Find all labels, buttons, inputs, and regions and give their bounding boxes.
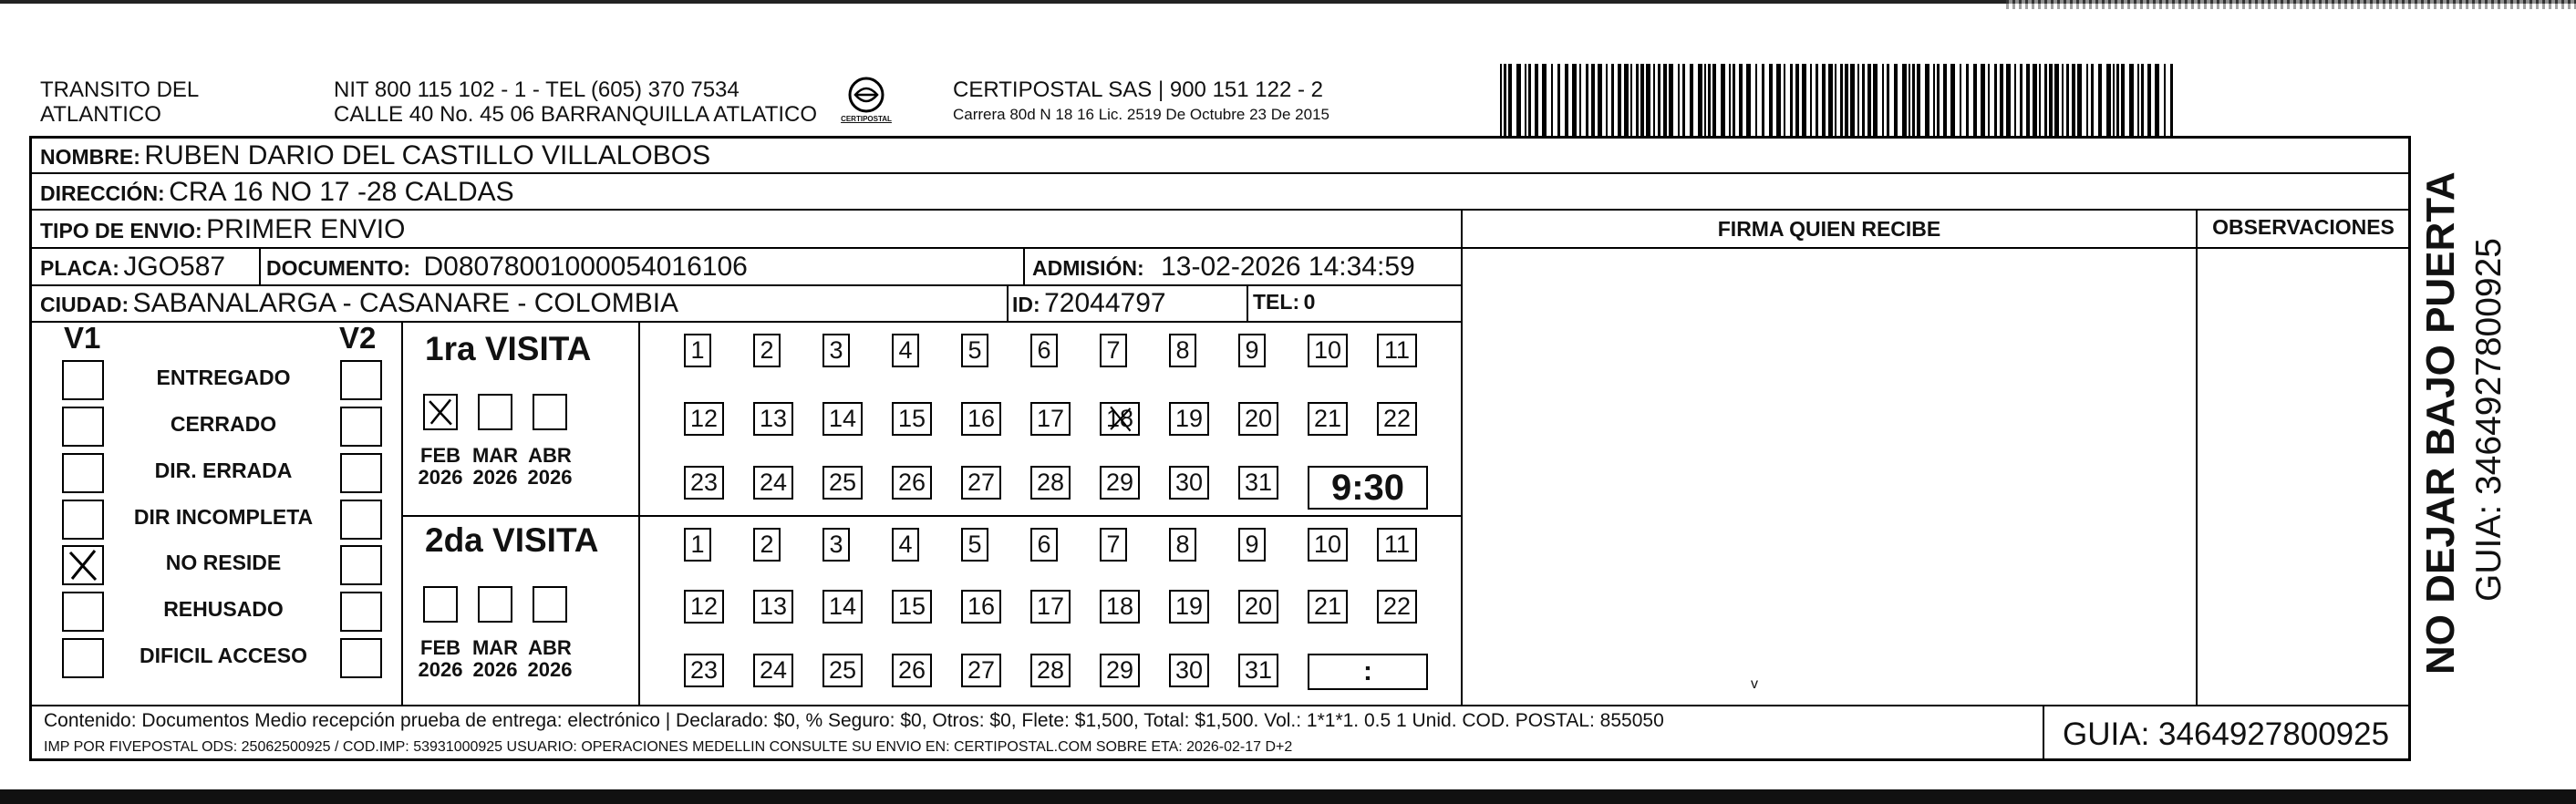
visit1-month-caption: [413, 445, 468, 489]
divider-id: [1007, 284, 1009, 321]
visit2-day-4[interactable]: 4: [892, 528, 919, 562]
visit2-day-5[interactable]: 5: [961, 528, 988, 562]
v2-header: V2: [339, 321, 377, 355]
visit1-time-field[interactable]: 9:30: [1308, 466, 1428, 510]
visit2-day-11[interactable]: 11: [1377, 528, 1417, 562]
footer-print-info: IMP POR FIVEPOSTAL ODS: 25062500925 / COD.IMP: 53931000925 USUARIO: OPERACIONES MEDELLIN CONSULTE SU ENVIO EN: CERTIPOSTAL.COM SOBRE ETA: 2026-02-17 D+2: [44, 739, 1293, 755]
visit1-day-1[interactable]: 1: [684, 334, 711, 367]
v1-checkbox-4[interactable]: [62, 545, 104, 585]
visit1-day-18[interactable]: 18: [1100, 402, 1140, 436]
visit2-title: 2da VISITA: [425, 521, 599, 559]
visit2-day-30[interactable]: 30: [1169, 654, 1209, 687]
v1-header: V1: [64, 321, 101, 355]
visit1-month-caption: [522, 445, 577, 489]
visit1-month-box-mar[interactable]: [478, 394, 512, 430]
visit2-day-24[interactable]: 24: [753, 654, 793, 687]
admision-value: 13-02-2026 14:34:59: [1161, 252, 1415, 282]
documento-label: DOCUMENTO:: [266, 256, 411, 280]
tipo-row: [40, 214, 405, 245]
rule-direccion: [31, 209, 2409, 211]
visit2-day-16[interactable]: 16: [961, 590, 1001, 624]
rule-firma-head: [1463, 247, 2409, 249]
status-label-3: DIR INCOMPLETA: [133, 505, 314, 529]
v1-checkbox-5[interactable]: [62, 592, 104, 632]
divider-admision: [1023, 247, 1025, 284]
visit2-day-18[interactable]: 18: [1100, 590, 1140, 624]
v1-checkbox-6[interactable]: [62, 638, 104, 678]
rule-tipo: [31, 247, 1463, 249]
firma-header: FIRMA QUIEN RECIBE: [1717, 217, 1941, 241]
status-label-4: NO RESIDE: [165, 551, 282, 574]
visit1-day-23[interactable]: 23: [684, 466, 724, 500]
visit1-day-5[interactable]: 5: [961, 334, 988, 367]
visit2-year-label: 2026: [418, 658, 463, 681]
status-label-0: ENTREGADO: [156, 366, 291, 389]
visit1-day-11[interactable]: 11: [1377, 334, 1417, 367]
visit1-day-28[interactable]: 28: [1030, 466, 1071, 500]
rule-footer: [31, 705, 2409, 706]
visit1-day-16[interactable]: 16: [961, 402, 1001, 436]
top-edge-pattern: [2006, 0, 2576, 9]
visit2-day-2[interactable]: 2: [753, 528, 781, 562]
entity-contact: [334, 77, 817, 127]
divider-guia-box: [2043, 705, 2044, 759]
visit1-day-9[interactable]: 9: [1238, 334, 1266, 367]
visit2-day-22[interactable]: 22: [1377, 590, 1417, 624]
visit2-month-caption: [522, 637, 577, 681]
visit2-month-label: FEB: [420, 636, 460, 659]
visit1-day-8[interactable]: 8: [1169, 334, 1196, 367]
entity-line2: ATLANTICO: [40, 102, 161, 127]
visit2-day-12[interactable]: 12: [684, 590, 724, 624]
placa-label: PLACA:: [40, 256, 119, 280]
visit2-day-29[interactable]: 29: [1100, 654, 1140, 687]
divider-status: [401, 321, 403, 705]
visit1-title: 1ra VISITA: [425, 330, 592, 367]
footer-guia: GUIA: 3464927800925: [2063, 716, 2390, 752]
visit1-day-6[interactable]: 6: [1030, 334, 1058, 367]
v1-checkbox-1[interactable]: [62, 407, 104, 447]
visit1-day-4[interactable]: 4: [892, 334, 919, 367]
visit1-year-label: 2026: [527, 466, 573, 489]
visit2-day-26[interactable]: 26: [892, 654, 932, 687]
tel-value: 0: [1303, 290, 1316, 314]
id-value: 72044797: [1044, 288, 1166, 318]
visit1-day-30[interactable]: 30: [1169, 466, 1209, 500]
v2-checkbox-4[interactable]: [340, 545, 382, 585]
v2-checkbox-0[interactable]: [340, 360, 382, 400]
direccion-row: [40, 177, 514, 208]
visit2-day-25[interactable]: 25: [822, 654, 863, 687]
logo-text: CERTIPOSTAL: [841, 115, 892, 123]
status-label-1: CERRADO: [170, 412, 277, 436]
v2-checkbox-2[interactable]: [340, 453, 382, 493]
visit1-day-2[interactable]: 2: [753, 334, 781, 367]
v2-checkbox-3[interactable]: [340, 500, 382, 540]
visit1-day-13[interactable]: 13: [753, 402, 793, 436]
visit2-day-19[interactable]: 19: [1169, 590, 1209, 624]
visit2-month-box-feb[interactable]: [423, 586, 458, 623]
visit2-day-20[interactable]: 20: [1238, 590, 1278, 624]
tipo-value: PRIMER ENVIO: [206, 214, 406, 244]
visit1-day-17[interactable]: 17: [1030, 402, 1071, 436]
ciudad-label: CIUDAD:: [40, 293, 129, 316]
divider-observaciones: [2196, 209, 2198, 705]
entity-name: [40, 77, 199, 127]
visit1-day-15[interactable]: 15: [892, 402, 932, 436]
visit2-day-27[interactable]: 27: [961, 654, 1001, 687]
visit2-day-28[interactable]: 28: [1030, 654, 1071, 687]
observaciones-header: OBSERVACIONES: [2212, 215, 2395, 239]
visit1-day-25[interactable]: 25: [822, 466, 863, 500]
nit-line: NIT 800 115 102 - 1 - TEL (605) 370 7534: [334, 77, 740, 102]
id-label: ID:: [1012, 293, 1040, 316]
visit2-day-6[interactable]: 6: [1030, 528, 1058, 562]
visit1-day-7[interactable]: 7: [1100, 334, 1127, 367]
placa-value: JGO587: [123, 252, 226, 282]
visit1-day-24[interactable]: 24: [753, 466, 793, 500]
visit2-day-14[interactable]: 14: [822, 590, 863, 624]
rule-ciudad: [31, 321, 1463, 323]
v2-checkbox-1[interactable]: [340, 407, 382, 447]
visit2-month-caption: [468, 637, 522, 681]
visit1-day-21[interactable]: 21: [1308, 402, 1348, 436]
id-cell: [1012, 288, 1166, 319]
v2-checkbox-5[interactable]: [340, 592, 382, 632]
nombre-row: [40, 140, 710, 171]
address-line: CALLE 40 No. 45 06 BARRANQUILLA ATLATICO: [334, 102, 818, 127]
visit2-day-3[interactable]: 3: [822, 528, 850, 562]
visit2-month-box-abr[interactable]: [533, 586, 567, 623]
v1-checkbox-3[interactable]: [62, 500, 104, 540]
visit1-day-27[interactable]: 27: [961, 466, 1001, 500]
visit1-month-box-abr[interactable]: [533, 394, 567, 430]
direccion-label: DIRECCIÓN:: [40, 181, 165, 205]
visit1-day-19[interactable]: 19: [1169, 402, 1209, 436]
visit2-day-1[interactable]: 1: [684, 528, 711, 562]
visit1-month-box-feb[interactable]: [423, 394, 458, 430]
visit2-day-10[interactable]: 10: [1308, 528, 1348, 562]
tel-cell: [1253, 290, 1315, 314]
visit1-day-26[interactable]: 26: [892, 466, 932, 500]
visit1-day-22[interactable]: 22: [1377, 402, 1417, 436]
visit1-day-14[interactable]: 14: [822, 402, 863, 436]
rule-nombre: [31, 172, 2409, 174]
courier-name: CERTIPOSTAL SAS | 900 151 122 - 2: [953, 77, 1323, 102]
bottom-edge: [0, 789, 2576, 804]
direccion-value: CRA 16 NO 17 -28 CALDAS: [169, 177, 514, 207]
ciudad-value: SABANALARGA - CASANARE - COLOMBIA: [132, 288, 679, 318]
visit2-day-9[interactable]: 9: [1238, 528, 1266, 562]
barcode: [1500, 64, 2175, 137]
tipo-label: TIPO DE ENVIO:: [40, 219, 202, 242]
visit2-day-31[interactable]: 31: [1238, 654, 1278, 687]
status-label-5: REHUSADO: [163, 597, 284, 621]
visit1-year-label: 2026: [418, 466, 463, 489]
v2-checkbox-6[interactable]: [340, 638, 382, 678]
tel-label: TEL:: [1253, 290, 1300, 314]
status-label-2: DIR. ERRADA: [154, 459, 293, 482]
visit2-day-23[interactable]: 23: [684, 654, 724, 687]
divider-placa: [259, 247, 261, 284]
ciudad-cell: [40, 288, 678, 319]
footer-contents: Contenido: Documentos Medio recepción prueba de entrega: electrónico | Declarado: $0, % Seguro: $0, Otros: $0, Flete: $1,500, Total: $1,500. Vol.: 1*1*1. 0.5 1 Unid. COD. POSTAL: 855050: [44, 710, 1664, 731]
divider-tel: [1247, 284, 1248, 321]
visit1-day-3[interactable]: 3: [822, 334, 850, 367]
placa-cell: [40, 252, 225, 283]
visit2-time-field[interactable]: :: [1308, 654, 1428, 690]
visit1-year-label: 2026: [472, 466, 518, 489]
admision-cell: [1032, 252, 1415, 283]
visit2-year-label: 2026: [472, 658, 518, 681]
visit2-month-label: ABR: [528, 636, 572, 659]
documento-value: D08078001000054016106: [423, 252, 748, 282]
nombre-value: RUBEN DARIO DEL CASTILLO VILLALOBOS: [144, 140, 711, 170]
v1-checkbox-2[interactable]: [62, 453, 104, 493]
visit2-day-13[interactable]: 13: [753, 590, 793, 624]
visit2-year-label: 2026: [527, 658, 573, 681]
side-guia: GUIA: 3464927800925: [2469, 238, 2509, 602]
nombre-label: NOMBRE:: [40, 145, 140, 169]
rule-visit-split: [401, 515, 1463, 517]
visit2-day-8[interactable]: 8: [1169, 528, 1196, 562]
visit2-month-label: MAR: [471, 636, 519, 659]
visit2-day-15[interactable]: 15: [892, 590, 932, 624]
visit1-day-20[interactable]: 20: [1238, 402, 1278, 436]
visit1-day-29[interactable]: 29: [1100, 466, 1140, 500]
certipostal-logo: [839, 75, 894, 137]
divider-visit-title: [638, 321, 640, 705]
v1-checkbox-0[interactable]: [62, 360, 104, 400]
visit1-month-label: ABR: [528, 444, 572, 467]
courier-license: Carrera 80d N 18 16 Lic. 2519 De Octubre 23 De 2015: [953, 106, 1329, 123]
visit1-day-31[interactable]: 31: [1238, 466, 1278, 500]
stray-mark: v: [1751, 676, 1758, 692]
status-label-6: DIFICIL ACCESO: [139, 644, 307, 667]
documento-cell: [266, 252, 748, 283]
visit1-month-label: MAR: [471, 444, 519, 467]
visit1-day-10[interactable]: 10: [1308, 334, 1348, 367]
visit2-day-17[interactable]: 17: [1030, 590, 1071, 624]
visit2-day-21[interactable]: 21: [1308, 590, 1348, 624]
visit1-month-caption: [468, 445, 522, 489]
visit1-month-label: FEB: [420, 444, 460, 467]
divider-firma: [1461, 209, 1463, 705]
visit2-month-box-mar[interactable]: [478, 586, 512, 623]
visit1-day-12[interactable]: 12: [684, 402, 724, 436]
no-dejar-warning: NO DEJAR BAJO PUERTA: [2418, 171, 2463, 675]
visit2-day-7[interactable]: 7: [1100, 528, 1127, 562]
visit2-month-caption: [413, 637, 468, 681]
admision-label: ADMISIÓN:: [1032, 256, 1144, 280]
entity-line1: TRANSITO DEL: [40, 77, 200, 102]
